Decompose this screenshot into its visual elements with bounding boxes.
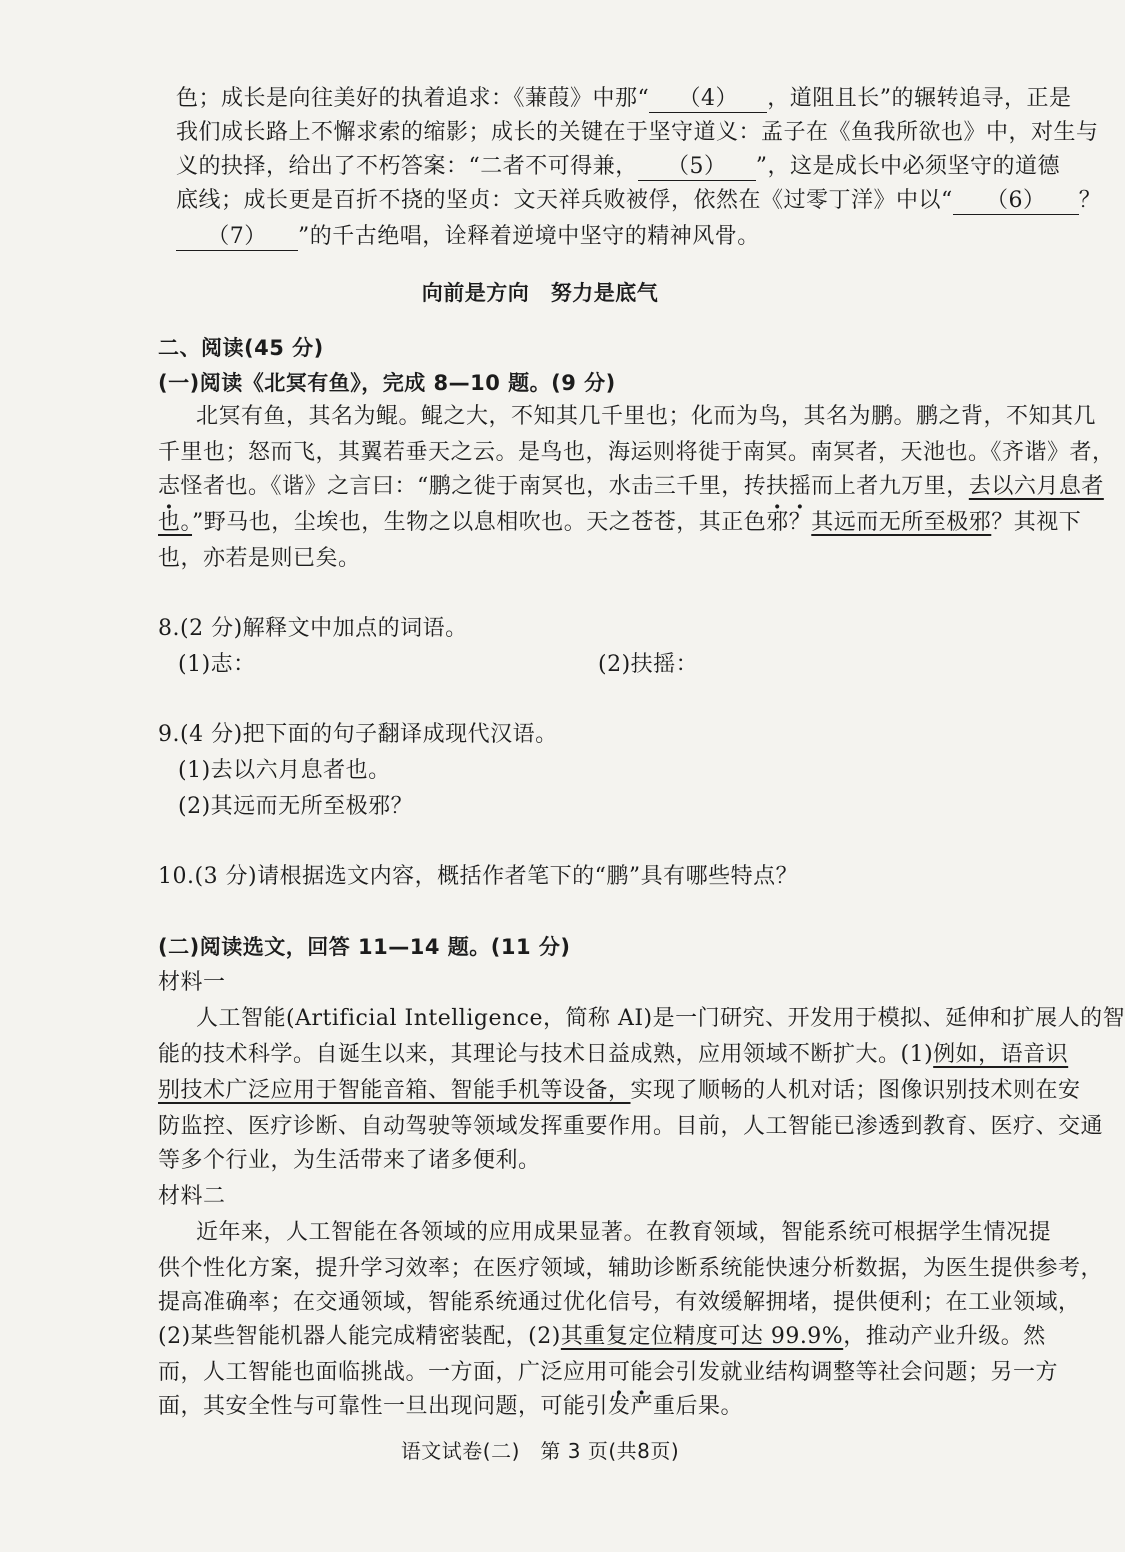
text: 底线；成长更是百折不挠的坚贞：文天祥兵败被俘，依然在《过零丁洋》中以“	[176, 188, 953, 213]
top-line-5	[176, 222, 760, 252]
underlined-sentence-1: 去以六月息者	[968, 474, 1104, 499]
text: ？	[1078, 188, 1102, 213]
text: ，推动产业升级。然	[843, 1324, 1046, 1349]
dotted-word-fu: 扶	[766, 474, 789, 499]
text: ”的千古绝唱，诠释着逆境中坚守的精神风骨。	[298, 224, 760, 249]
material-1-line-1: 人工智能(Artificial Intelligence，简称 AI)是一门研究、开发用于模拟、延伸和扩展人的智	[196, 1006, 1125, 1031]
underlined-sentence-1-end: 也。	[158, 510, 193, 535]
material-1-line-5: 等多个行业，为生活带来了诸多便利。	[158, 1148, 541, 1173]
section-heading: 二、阅读(45 分)	[158, 336, 324, 360]
dotted-word-zhi: 志	[158, 474, 181, 499]
material-2-label: 材料二	[158, 1184, 226, 1209]
subsection-2-heading: (二)阅读选文，回答 11—14 题。(11 分)	[158, 935, 571, 959]
material-1-line-3	[158, 1076, 1081, 1106]
question-10: 10.(3 分)请根据选文内容，概括作者笔下的“鹏”具有哪些特点？	[158, 864, 799, 889]
center-title: 向前是方向 努力是底气	[421, 281, 659, 305]
blank-7[interactable]: （7）	[176, 224, 298, 251]
classical-line-4	[158, 508, 1081, 538]
text: ？其视下	[991, 510, 1082, 535]
text: ”野马也，尘埃也，生物之以息相吹也。天之苍苍，其正色邪？	[192, 510, 812, 535]
material-2-line-2: 供个性化方案，提升学习效率；在医疗领域，辅助诊断系统能快速分析数据，为医生提供参考，	[158, 1256, 1104, 1281]
text: 而，人工智能也面临挑战。一方面，广泛应用	[158, 1360, 609, 1385]
classical-line-5: 也，亦若是则已矣。	[158, 546, 361, 571]
underlined-example-1: 例如，语音识	[933, 1042, 1069, 1067]
text: 而上者九万里，	[811, 474, 969, 499]
dotted-word-yao: 摇	[788, 474, 812, 499]
material-2-line-6: 面，其安全性与可靠性一旦出现问题，可能引发严重后果。	[158, 1394, 744, 1419]
top-line-4	[176, 186, 1101, 216]
material-1-line-4: 防监控、医疗诊断、自动驾驶等领域发挥重要作用。目前，人工智能已渗透到教育、医疗、交通	[158, 1114, 1104, 1139]
question-9-part-1: (1)去以六月息者也。	[178, 758, 391, 783]
question-8-part-2: (2)扶摇：	[598, 652, 699, 677]
blank-4[interactable]: （4）	[649, 86, 767, 113]
top-line-2: 我们成长路上不懈求索的缩影；成长的关键在于坚守道义：孟子在《鱼我所欲也》中，对生与	[176, 120, 1099, 145]
text: 会引发就业结构调整等社会问题；另一方	[653, 1360, 1059, 1385]
underlined-example-2: 其重复定位精度可达 99.9%	[560, 1324, 844, 1349]
classical-line-1: 北冥有鱼，其名为鲲。鲲之大，不知其几千里也；化而为鸟，其名为鹏。鹏之背，不知其几	[196, 404, 1097, 429]
underlined-sentence-2: 其远而无所至极邪	[811, 510, 992, 535]
dotted-word-ke: 可	[608, 1360, 631, 1385]
subsection-1-heading: (一)阅读《北冥有鱼》，完成 8—10 题。(9 分)	[158, 371, 616, 395]
question-8-part-1: (1)志：	[178, 652, 256, 677]
question-8: 8.(2 分)解释文中加点的词语。	[158, 616, 468, 641]
page-footer: 语文试卷(二) 第 3 页(共8页)	[400, 1439, 680, 1463]
text: 实现了顺畅的人机对话；图像识别技术则在安	[630, 1078, 1081, 1103]
top-line-3	[176, 152, 1060, 182]
text: ，道阻且长”的辗转追寻，正是	[767, 86, 1072, 111]
material-1-label: 材料一	[158, 970, 226, 995]
blank-6[interactable]: （6）	[953, 188, 1079, 215]
dotted-word-neng: 能	[630, 1360, 654, 1385]
material-2-line-3: 提高准确率；在交通领域，智能系统通过优化信号，有效缓解拥堵，提供便利；在工业领域，	[158, 1290, 1081, 1315]
question-9: 9.(4 分)把下面的句子翻译成现代汉语。	[158, 722, 558, 747]
material-1-line-2	[158, 1040, 1068, 1070]
text: 怪者也。《谐》之言曰：“鹏之徙于南冥也，水击三千里，抟	[180, 474, 767, 499]
material-2-line-4	[158, 1322, 1046, 1352]
material-2-line-5	[158, 1358, 1058, 1388]
text: 义的抉择，给出了不朽答案：“二者不可得兼，	[176, 154, 638, 179]
text: (2)某些智能机器人能完成精密装配，(2)	[158, 1324, 561, 1349]
question-9-part-2: (2)其远而无所至极邪？	[178, 794, 414, 819]
classical-line-3	[158, 472, 1104, 502]
blank-5[interactable]: （5）	[638, 154, 756, 181]
top-line-1	[176, 84, 1072, 114]
text: 色；成长是向往美好的执着追求：《蒹葭》中那“	[176, 86, 650, 111]
classical-line-2: 千里也；怒而飞，其翼若垂天之云。是鸟也，海运则将徙于南冥。南冥者，天池也。《齐谐》者，	[158, 440, 1115, 465]
text: ”，这是成长中必须坚守的道德	[755, 154, 1060, 179]
text: 能的技术科学。自诞生以来，其理论与技术日益成熟，应用领域不断扩大。(1)	[158, 1042, 934, 1067]
underlined-example-1-end: 别技术广泛应用于智能音箱、智能手机等设备，	[158, 1078, 631, 1103]
material-2-line-1: 近年来，人工智能在各领域的应用成果显著。在教育领域，智能系统可根据学生情况提	[196, 1220, 1052, 1245]
